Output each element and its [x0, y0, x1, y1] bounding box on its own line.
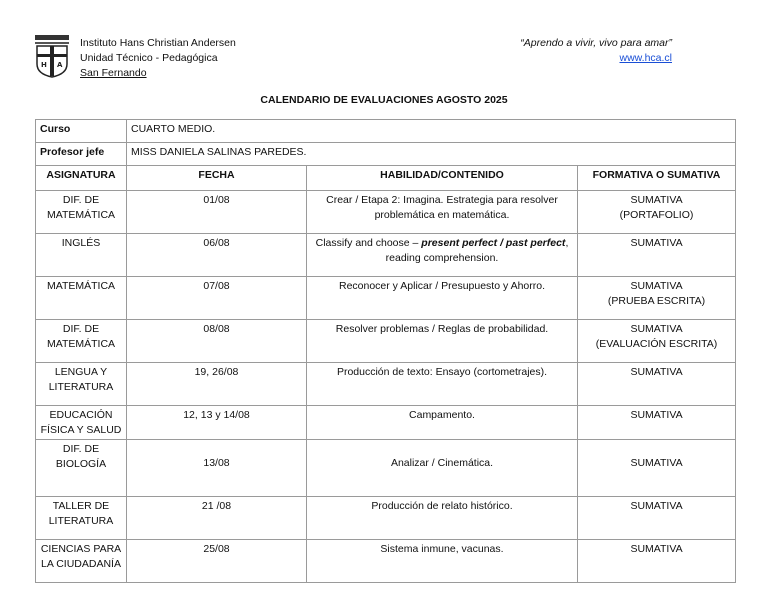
asignatura-cell: CIENCIAS PARA LA CIUDADANÍA — [36, 540, 127, 583]
tipo-cell — [578, 440, 736, 497]
tipo-label: SUMATIVA — [630, 366, 683, 378]
profesor-value: MISS DANIELA SALINAS PAREDES. — [127, 143, 736, 166]
asignatura-cell: MATEMÁTICA — [36, 277, 127, 320]
fecha-cell: 13/08 — [127, 440, 307, 497]
svg-text:H: H — [41, 61, 47, 69]
tipo-cell — [578, 191, 736, 234]
fecha-cell: 12, 13 y 14/08 — [127, 406, 307, 440]
institution-block — [80, 36, 236, 81]
tipo-detail: (PRUEBA ESCRITA) — [607, 294, 706, 307]
tipo-cell — [578, 497, 736, 540]
fecha-cell: 19, 26/08 — [127, 363, 307, 406]
institution-name: Instituto Hans Christian Andersen — [80, 37, 236, 49]
profesor-row — [36, 143, 736, 166]
table-row — [36, 277, 736, 320]
tipo-label: SUMATIVA — [630, 237, 683, 249]
fecha-cell: 01/08 — [127, 191, 307, 234]
unit-name: Unidad Técnico - Pedagógica — [80, 52, 218, 64]
curso-label: Curso — [36, 120, 127, 143]
website-link[interactable]: www.hca.cl — [619, 52, 672, 64]
tipo-label: SUMATIVA — [630, 323, 683, 335]
tipo-cell — [578, 406, 736, 440]
column-header-asignatura: ASIGNATURA — [36, 166, 127, 191]
contenido-cell: Producción de relato histórico. — [307, 497, 578, 540]
contenido-text: Classify and choose – — [315, 237, 422, 249]
curso-value: CUARTO MEDIO. — [127, 120, 736, 143]
table-row — [36, 320, 736, 363]
tipo-cell — [578, 320, 736, 363]
document-header — [34, 34, 734, 82]
city-name: San Fernando — [80, 67, 147, 79]
table-row — [36, 363, 736, 406]
asignatura-cell: TALLER DE LITERATURA — [36, 497, 127, 540]
evaluation-calendar-table — [35, 119, 736, 583]
column-header-contenido: HABILIDAD/CONTENIDO — [307, 166, 578, 191]
contenido-cell: Crear / Etapa 2: Imagina. Estrategia para resolver problemática en matemática. — [307, 191, 578, 234]
contenido-emphasis: present perfect / past perfect — [421, 237, 566, 249]
tipo-cell — [578, 277, 736, 320]
contenido-text-end: , reading comprehension. — [385, 237, 569, 264]
contenido-cell: Producción de texto: Ensayo (cortometrajes). — [307, 363, 578, 406]
table-row — [36, 406, 736, 440]
profesor-label: Profesor jefe — [36, 143, 127, 166]
fecha-cell: 25/08 — [127, 540, 307, 583]
table-row — [36, 440, 736, 497]
asignatura-cell: DIF. DE MATEMÁTICA — [36, 320, 127, 363]
tipo-label: SUMATIVA — [630, 500, 683, 512]
svg-text:A: A — [57, 61, 63, 69]
table-row — [36, 540, 736, 583]
tipo-label: SUMATIVA — [630, 280, 683, 292]
fecha-cell: 08/08 — [127, 320, 307, 363]
school-motto: “Aprendo a vivir, vivo para amar” — [520, 37, 672, 49]
asignatura-cell: DIF. DE BIOLOGÍA — [36, 440, 127, 497]
tipo-cell — [578, 363, 736, 406]
column-header-fecha: FECHA — [127, 166, 307, 191]
contenido-cell — [307, 234, 578, 277]
tipo-label: SUMATIVA — [630, 457, 683, 469]
tipo-detail: (PORTAFOLIO) — [619, 208, 694, 221]
fecha-cell: 07/08 — [127, 277, 307, 320]
contenido-cell: Analizar / Cinemática. — [307, 440, 578, 497]
asignatura-cell: EDUCACIÓN FÍSICA Y SALUD — [36, 406, 127, 440]
asignatura-cell: INGLÉS — [36, 234, 127, 277]
page-title: CALENDARIO DE EVALUACIONES AGOSTO 2025 — [260, 94, 508, 106]
asignatura-cell: LENGUA Y LITERATURA — [36, 363, 127, 406]
tipo-label: SUMATIVA — [630, 194, 683, 206]
contenido-cell: Reconocer y Aplicar / Presupuesto y Ahorro. — [307, 277, 578, 320]
tipo-cell — [578, 540, 736, 583]
tipo-cell — [578, 234, 736, 277]
fecha-cell: 21 /08 — [127, 497, 307, 540]
tipo-label: SUMATIVA — [630, 409, 683, 421]
contenido-cell: Sistema inmune, vacunas. — [307, 540, 578, 583]
asignatura-cell: DIF. DE MATEMÁTICA — [36, 191, 127, 234]
table-row — [36, 234, 736, 277]
tipo-detail: (EVALUACIÓN ESCRITA) — [595, 337, 718, 350]
table-header-row — [36, 166, 736, 191]
motto-block — [520, 36, 672, 66]
school-crest-logo — [34, 34, 70, 78]
contenido-cell: Resolver problemas / Reglas de probabilidad. — [307, 320, 578, 363]
tipo-label: SUMATIVA — [630, 543, 683, 555]
contenido-cell: Campamento. — [307, 406, 578, 440]
curso-row — [36, 120, 736, 143]
fecha-cell: 06/08 — [127, 234, 307, 277]
table-row — [36, 191, 736, 234]
column-header-tipo: FORMATIVA O SUMATIVA — [578, 166, 736, 191]
table-row — [36, 497, 736, 540]
